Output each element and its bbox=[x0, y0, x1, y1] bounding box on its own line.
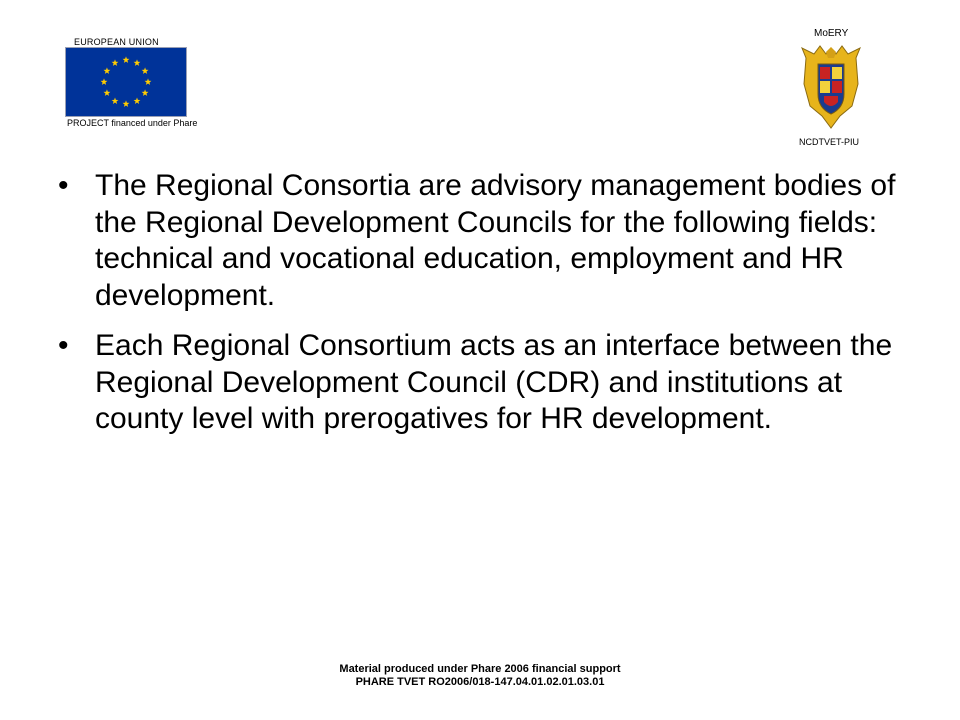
footer-line-2: PHARE TVET RO2006/018-147.04.01.02.01.03.01 bbox=[355, 676, 605, 688]
footer bbox=[0, 663, 960, 689]
bullet-dot-icon: • bbox=[58, 169, 69, 202]
content-bullets bbox=[58, 168, 918, 452]
bullet-text: The Regional Consortia are advisory management bodies of the Regional Development Councils for the following fields: technical and vocational education, employment and HR development. bbox=[95, 169, 896, 312]
eu-project-label: PROJECT financed under Phare bbox=[67, 118, 198, 128]
bullet-item bbox=[58, 328, 918, 438]
eu-flag-icon bbox=[65, 47, 187, 117]
footer-line-1: Material produced under Phare 2006 financial support bbox=[339, 663, 621, 675]
bullet-item bbox=[58, 168, 918, 314]
eu-label: EUROPEAN UNION bbox=[74, 37, 159, 47]
unit-label: NCDTVET-PIU bbox=[799, 137, 860, 147]
ministry-label: MoERY bbox=[814, 28, 849, 39]
bullet-text: Each Regional Consortium acts as an interface between the Regional Development Council (CDR) and institutions at county level with prerogatives for HR development. bbox=[95, 329, 893, 435]
coat-of-arms-icon bbox=[800, 44, 862, 130]
bullet-dot-icon: • bbox=[58, 329, 69, 362]
